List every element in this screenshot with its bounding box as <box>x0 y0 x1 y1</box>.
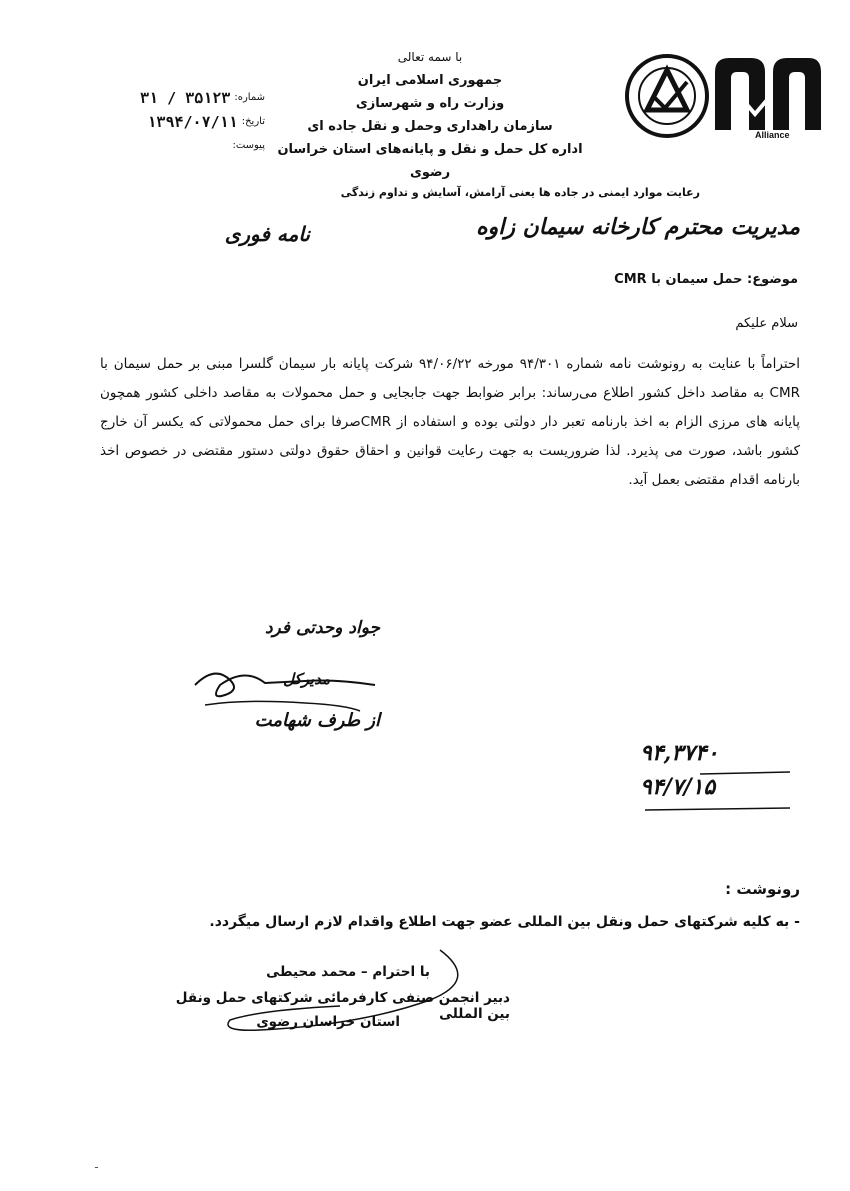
sender-title: دبیر انجمن صنفی کارفرمائی شرکتهای حمل ونقل بین المللی <box>175 990 510 1022</box>
document-date: ۱۳۹۴/۰۷/۱۱ <box>147 113 238 131</box>
document-date-row <box>120 110 265 134</box>
document-number-label: شماره: <box>234 92 265 103</box>
regards: با احترام – محمد محیطی <box>266 964 430 980</box>
registration-number: ۹۴,۳۷۴۰ <box>640 740 719 766</box>
sender-region: استان خراسان رضوی <box>256 1014 400 1030</box>
registration-date: ۹۴/۷/۱۵ <box>640 774 716 800</box>
cc-title: رونوشت : <box>725 880 800 898</box>
signer-behalf: از طرف شهامت <box>254 710 380 731</box>
republic-name: جمهوری اسلامی ایران <box>357 73 503 88</box>
attachment-label: پیوست: <box>232 140 265 151</box>
logo-caption: Alliance <box>755 130 790 140</box>
document-number-row <box>120 86 265 110</box>
subject-line: موضوع: حمل سیمان با CMR <box>614 272 798 287</box>
ministry-name: وزارت راه و شهرسازی <box>355 96 505 111</box>
attachment-row <box>120 134 265 158</box>
letterhead <box>260 46 600 184</box>
document-number: ۳۱ / ۳۵۱۲۳ <box>140 89 231 107</box>
document-meta <box>120 86 265 158</box>
signer-name: جواد وحدتی فرد <box>264 618 380 638</box>
recipient: مدیریت محترم کارخانه سیمان زاوه <box>476 214 800 240</box>
document-date-label: تاریخ: <box>241 116 265 127</box>
organization-name: سازمان راهداری وحمل و نقل جاده ای <box>307 119 553 134</box>
cc-item: - به کلیه شرکتهای حمل ونقل بین المللی عضو جهت اطلاع واقدام لازم ارسال میگردد. <box>209 914 800 930</box>
letter-body: احتراماً با عنایت به رونوشت نامه شماره ۹۴/۳۰۱ مورخه ۹۴/۰۶/۲۲ شرکت پایانه بار سیمان گلسرا مبنی بر حمل سیمان با CMR به مقاصد داخل کشور اطلاع می‌رساند: برابر ضوابط جهت جابجایی و حمل محمولات به مقاصد داخلی کشور همچون پایانه های مرزی الزام به اخذ بارنامه تعبر دار دولتی بوده و استفاده از CMRصرفا برای حمل محمولاتی که یکسر آن خارج کشور باشد، صورت می پذیرد. لذا ضروریست به جهت رعایت قوانین و احقاق حقوق دولتی دستور مقتضی در خصوص اخذ بارنامه اقدام مقتضی بعمل آید. <box>100 356 801 488</box>
greeting: سلام علیکم <box>735 316 798 331</box>
page-mark: ـ <box>95 1160 98 1171</box>
organization-logo-icon <box>625 52 825 142</box>
motto: رعایت موارد ایمنی در جاده ها یعنی آرامش، آسایش و تداوم زندگی <box>340 186 700 199</box>
department-name: اداره کل حمل و نقل و پایانه‌های استان خراسان رضوی <box>277 142 583 180</box>
basmala: با سمه تعالی <box>397 50 463 64</box>
signer-title: مدیرکل <box>283 670 330 688</box>
urgent-mark: نامه فوری <box>224 222 310 246</box>
